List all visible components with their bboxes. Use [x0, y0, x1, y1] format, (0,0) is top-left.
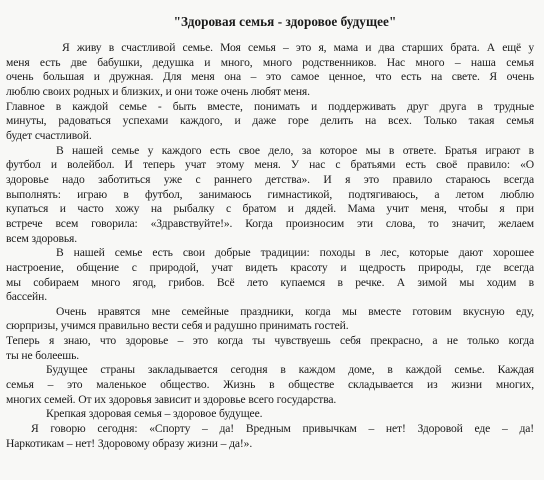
text-line: встрече всем говорила: «Здравствуйте!». Когда произносим эти слова, то значит, желаем [6, 216, 534, 230]
text-line: настроение, общение с природой, учат видеть красоту и щедрость природы, где всегда [6, 260, 534, 274]
text-line: минуты, радоваться успехами каждого, и даже горе делить на всех. Только такая семья [6, 114, 534, 128]
text-line: В нашей семье есть свои добрые традиции: походы в лес, которые дают хорошее [56, 246, 534, 260]
text-line: всем здоровья. [6, 231, 78, 245]
text-line: Будущее страны закладывается сегодня в каждом доме, в каждой семье. Каждая [46, 363, 534, 377]
text-line: Я говорю сегодня: «Спорту – да! Вредным привычкам – нет! Здоровой еде – да! [31, 422, 534, 436]
text-line: Главное в каждой семье - быть вместе, понимать и поддерживать друг друга в трудные [6, 99, 534, 113]
text-line: Крепкая здоровая семья – здоровое будущее. [46, 407, 263, 421]
text-line: футбол и волейбол. И теперь учат этому меня. У нас с братьями есть своё правило: «О [6, 158, 534, 172]
text-line: ты не болеешь. [6, 348, 80, 362]
text-line: выполнять: играю в футбол, занимаюсь гимнастикой, подтягиваюсь, а летом люблю [6, 187, 534, 201]
text-line: очень большая и дружная. Для меня она – это самое ценное, что есть на свете. Я очень [6, 70, 534, 84]
text-line: Я живу в счастливой семье. Моя семья – это я, мама и два старших брата. А ещё у [62, 41, 534, 54]
text-line: мы собираем много ягод, грибов. Всё лето купаемся в речке. А зимой мы ходим в [6, 275, 534, 289]
text-line: сюрпризы, учимся правильно вести себя и радушно принимать гостей. [6, 319, 349, 333]
text-line: будет счастливой. [6, 128, 92, 142]
document-body [6, 41, 534, 451]
text-line: Теперь я знаю, что здоровье – это когда ты чувствуешь себя прекрасно, а не только когда [6, 334, 534, 348]
document-title: "Здоровая семья - здоровое будущее" [173, 14, 397, 29]
text-line: В нашей семье у каждого есть свое дело, за которое мы в ответе. Братья играют в [56, 143, 534, 157]
text-line: здоровье надо заботиться уже с раннего детства». И я это правило стараюсь всегда [6, 172, 534, 186]
text-line: семья – это маленькое общество. Жизнь в обществе складывается из жизни многих, [6, 378, 534, 392]
text-line: меня есть две бабушки, дедушка и много, много родственников. Нас много – наша семья [6, 55, 534, 69]
text-line: Наркотикам – нет! Здоровому образу жизни – да!». [6, 436, 253, 450]
text-line: Очень нравятся мне семейные праздники, когда мы вместе готовим вкусную еду, [56, 304, 534, 318]
text-line: купаться и часто хожу на рыбалку с братом и дядей. Мама учит меня, чтобы я при [6, 202, 534, 216]
text-line: люблю своих родных и близких, и они тоже очень любят меня. [6, 84, 310, 98]
text-line: бассейн. [6, 290, 47, 304]
text-line: многих семей. От их здоровья зависит и здоровье всего государства. [6, 392, 337, 406]
